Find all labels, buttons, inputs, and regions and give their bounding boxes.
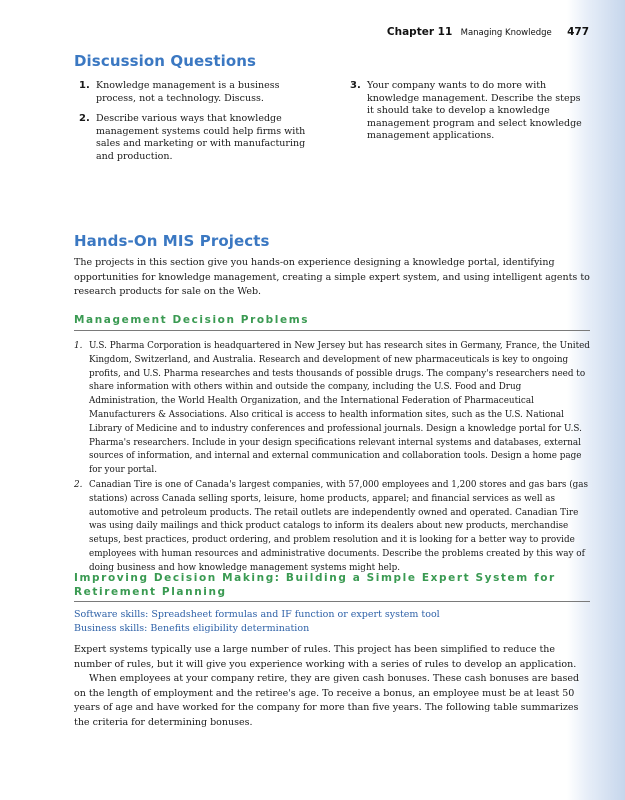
question-text: Describe various ways that knowledge management systems could help firms with sales and marketing or with manufacturing and production.: [96, 113, 306, 162]
question-text: Knowledge management is a business process, not a technology. Discuss.: [96, 80, 280, 104]
question-number: 3.: [350, 80, 361, 91]
page-number: 477: [567, 26, 589, 38]
skills-block: [74, 608, 440, 636]
discussion-question: [350, 80, 590, 143]
problem-list: [74, 340, 592, 577]
running-header: [387, 26, 589, 38]
problem-number: 1.: [74, 341, 83, 351]
business-skills: Business skills: Benefits eligibility determination: [74, 623, 310, 634]
software-skills: Software skills: Spreadsheet formulas and IF function or expert system tool: [74, 609, 440, 620]
discussion-question: [79, 80, 321, 105]
problem-text: U.S. Pharma Corporation is headquartered in New Jersey but has research sites in Germany, France, the United Kingdom, Switzerland, and Australia. Research and development of new pharmaceuticals is key to ongoing profits, and U.S. Pharma researches and tests thousands of possible drugs. The company's researchers need to share information with others within and outside the company, including the U.S. Food and Drug Administration, the World Health Organization, and the International Federation of Pharmaceutical Manufacturers & Associations. Also critical is access to health information sites, such as the U.S. National Library of Medicine and to industry conferences and professional journals. Design a knowledge portal for U.S. Pharma's researchers. Include in your design specifications relevant internal systems and databases, external sources of information, and internal and external communication and collaboration tools. Design a home page for your portal.: [89, 341, 590, 476]
expert-system-paragraphs: [74, 643, 590, 731]
problem-text: Canadian Tire is one of Canada's largest companies, with 57,000 employees and 1,200 stores and gas bars (gas stations) across Canada selling sports, leisure, home products, apparel; and financial services as well as automotive and petroleum products. The retail outlets are independently owned and operated. Canadian Tire was using daily mailings and thick product catalogs to inform its dealers about new products, merchandise setups, best practices, product ordering, and problem resolution and it is looking for a better way to provide employees with human resources and administrative documents. Describe the problems created by this way of doing business and how knowledge management systems might help.: [89, 479, 589, 573]
question-text: Your company wants to do more with knowledge management. Describe the steps it should take to develop a knowledge management program and select knowledge management applications.: [367, 80, 582, 142]
discussion-questions-heading: Discussion Questions: [74, 52, 257, 70]
question-number: 2.: [79, 113, 90, 125]
improving-decision-making-heading: Improving Decision Making: Building a Simple Expert System for Retirement Planning: [74, 572, 590, 602]
chapter-label: Chapter 11: [386, 26, 453, 38]
discussion-column-right: [350, 80, 590, 151]
discussion-question: [79, 113, 321, 163]
hands-on-projects-heading: Hands-On MIS Projects: [74, 232, 270, 250]
problem-number: 2.: [74, 479, 83, 490]
problem-item: [74, 479, 592, 576]
question-number: 1.: [79, 80, 90, 91]
chapter-title: Managing Knowledge: [460, 28, 552, 38]
hands-on-intro: The projects in this section give you hands-on experience designing a knowledge portal, identifying opportunities for knowledge management, creating a simple expert system, and using intelligent agents to research products for sale on the Web.: [74, 257, 590, 298]
paragraph: Expert systems typically use a large number of rules. This project has been simplified to reduce the number of rules, but it will give you experience working with a series of rules to develop an application.: [74, 644, 577, 670]
discussion-column-left: [79, 80, 321, 172]
paragraph: When employees at your company retire, they are given cash bonuses. These cash bonuses are based on the length of employment and the retiree's age. To receive a bonus, an employee must be at least 50 years of age and have worked for the company for more than five years. The following table summarizes the criteria for determining bonuses.: [74, 673, 580, 728]
problem-item: [74, 340, 592, 478]
management-decision-problems-heading: Management Decision Problems: [74, 314, 590, 331]
